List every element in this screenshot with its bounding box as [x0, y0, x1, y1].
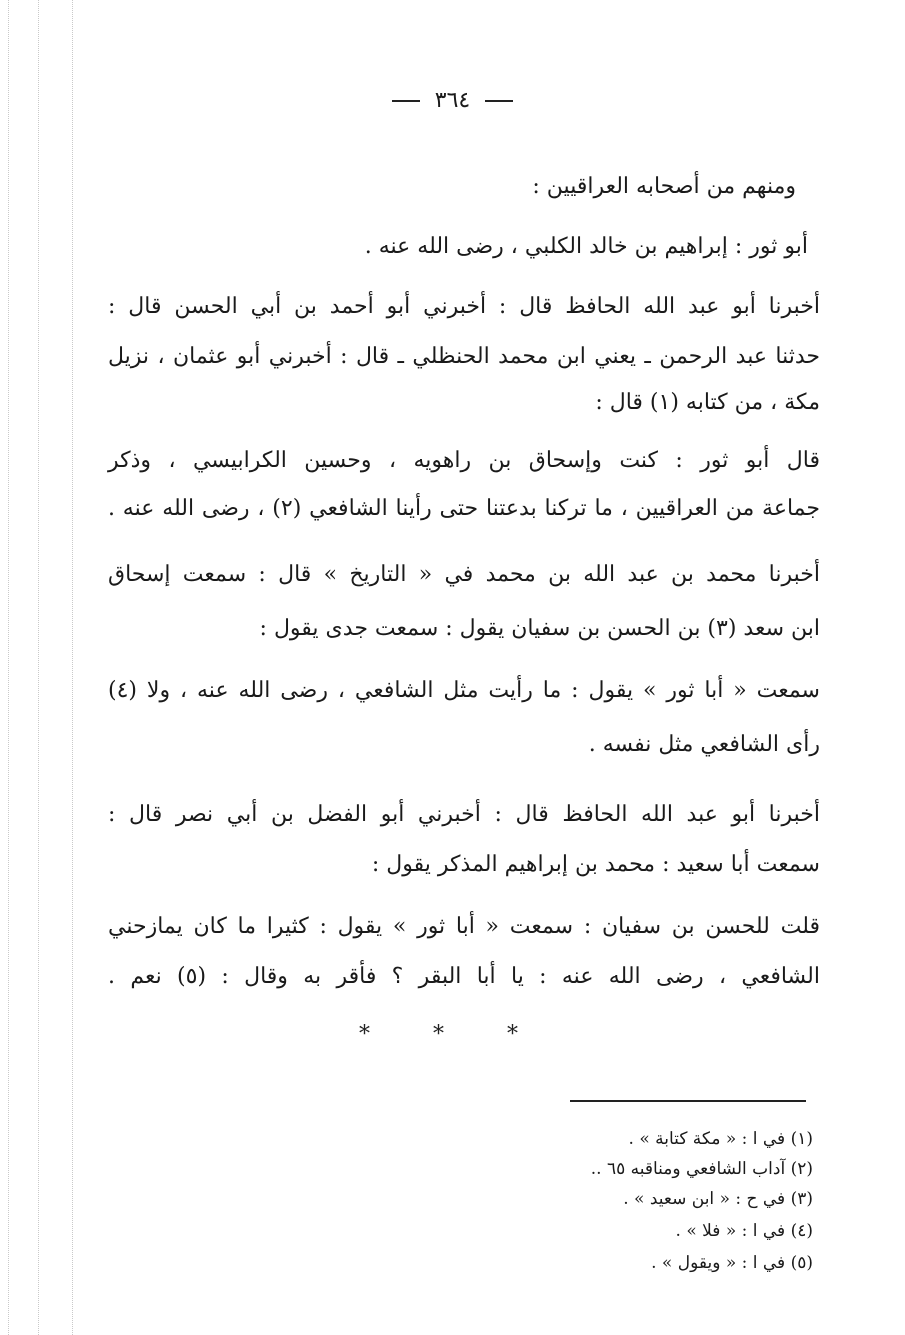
text-line: أخبرنا أبو عبد الله الحافظ قال : أخبرني أبو الفضل بن أبي نصر قال : — [108, 802, 820, 827]
footnote: (٤) في ا : « فلا » . — [675, 1221, 813, 1241]
text-line: جماعة من العراقيين ، ما تركنا بدعتنا حتى رأينا الشافعي (٢) ، رضى الله عنه . — [108, 496, 820, 521]
scan-margin-dots — [72, 0, 73, 1335]
text-line: الشافعي ، رضى الله عنه : يا أبا البقر ؟ فأقر به وقال : (٥) نعم . — [108, 964, 820, 989]
text-line: سمعت « أبا ثور » يقول : ما رأيت مثل الشافعي ، رضى الله عنه ، ولا (٤) — [108, 678, 820, 703]
footnote: (٢) آداب الشافعي ومناقبه ٦٥ .. — [590, 1159, 813, 1179]
section-heading: ومنهم من أصحابه العراقيين : — [532, 174, 796, 199]
text-line: سمعت أبا سعيد : محمد بن إبراهيم المذكر يقول : — [371, 852, 820, 877]
text-line: قال أبو ثور : كنت وإسحاق بن راهويه ، وحسين الكرابيسي ، وذكر — [108, 448, 820, 473]
footnote: (٣) في ح : « ابن سعيد » . — [623, 1189, 813, 1209]
scan-margin-dots — [8, 0, 9, 1335]
text-line: أخبرنا محمد بن عبد الله بن محمد في « التاريخ » قال : سمعت إسحاق — [108, 562, 820, 587]
text-line: مكة ، من كتابه (١) قال : — [595, 390, 820, 415]
text-line: أبو ثور : إبراهيم بن خالد الكلبي ، رضى الله عنه . — [364, 234, 808, 259]
text-line: ابن سعد (٣) بن الحسن بن سفيان يقول : سمعت جدى يقول : — [259, 616, 820, 641]
text-line: قلت للحسن بن سفيان : سمعت « أبا ثور » يقول : كثيرا ما كان يمازحني — [108, 914, 820, 939]
text-line: رأى الشافعي مثل نفسه . — [588, 732, 820, 757]
footnote: (١) في ا : « مكة كتابة » . — [628, 1129, 813, 1149]
footnote: (٥) في ا : « ويقول » . — [651, 1253, 813, 1273]
header-dash — [392, 100, 420, 102]
page-number: ٣٦٤ — [434, 88, 471, 113]
header-dash — [485, 100, 513, 102]
scan-margin-dots — [38, 0, 39, 1335]
page-header — [0, 88, 905, 113]
text-line: حدثنا عبد الرحمن ـ يعني ابن محمد الحنظلي ـ قال : أخبرني أبو عثمان ، نزيل — [108, 344, 820, 369]
footnote-divider — [570, 1100, 806, 1102]
section-separator-stars: * * * — [359, 1022, 546, 1047]
text-line: أخبرنا أبو عبد الله الحافظ قال : أخبرني أبو أحمد بن أبي الحسن قال : — [108, 294, 820, 319]
